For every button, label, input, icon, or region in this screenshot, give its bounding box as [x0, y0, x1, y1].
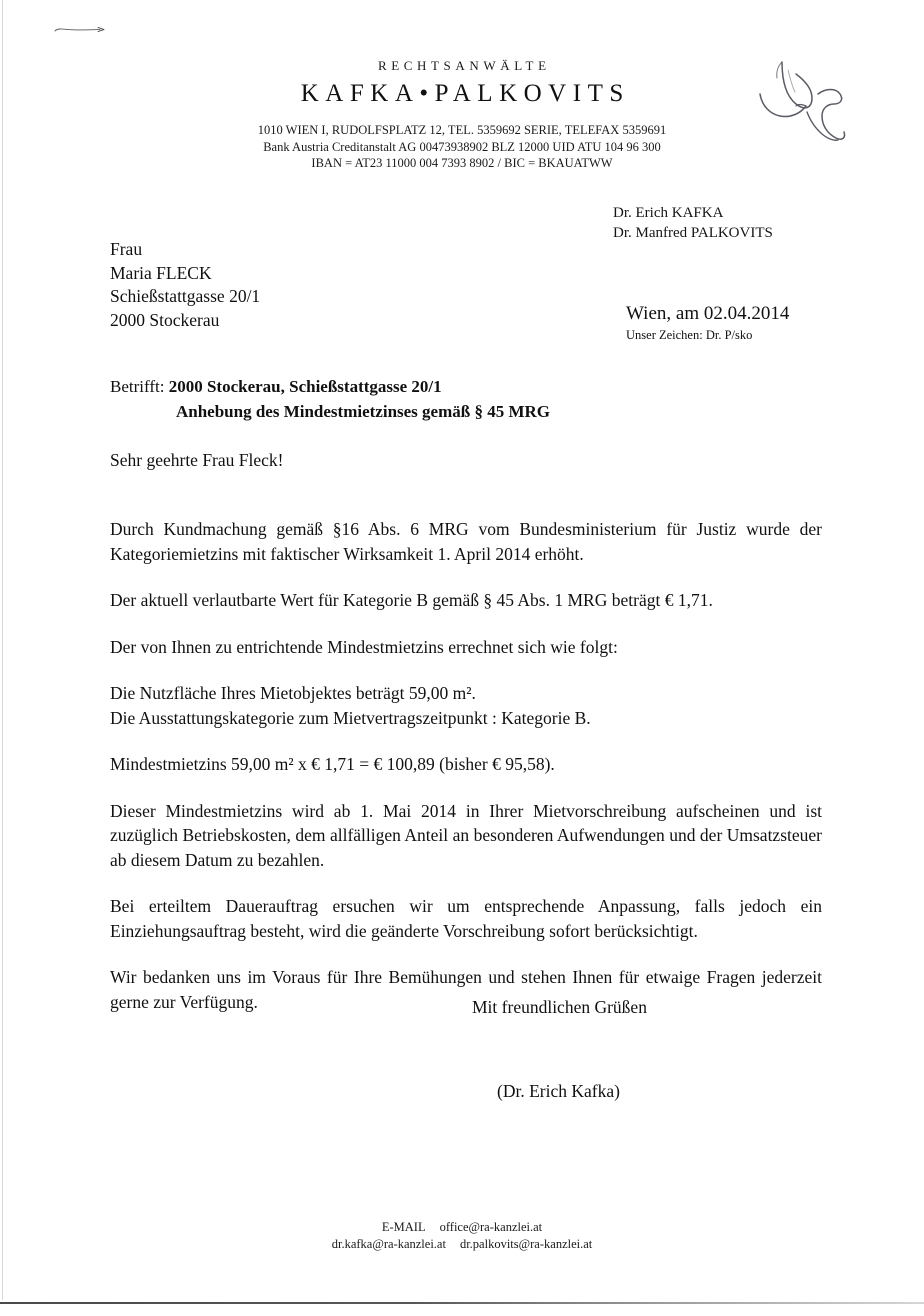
signature-name: (Dr. Erich Kafka) — [497, 1081, 620, 1101]
firm-name-separator: • — [419, 80, 435, 107]
letter-reference: Unser Zeichen: Dr. P/sko — [626, 328, 753, 342]
scan-edge-left — [2, 0, 3, 1300]
contact-bank-line: Bank Austria Creditanstalt AG 00473938902 BLZ 12000 UID ATU 104 96 300 — [263, 139, 661, 154]
body-paragraph-1: Durch Kundmachung gemäß §16 Abs. 6 MRG vom Bundesministerium für Justiz wurde der Kategoriemietzins mit faktischer Wirksamkeit 1. April 2014 erhöht. — [110, 519, 822, 564]
partner-name-palkovits: Dr. Manfred PALKOVITS — [613, 225, 773, 241]
letter-salutation: Sehr geehrte Frau Fleck! — [110, 450, 284, 470]
footer-email-office: office@ra-kanzlei.at — [439, 1220, 543, 1234]
recipient-address-block — [110, 238, 260, 332]
contact-iban-line: IBAN = AT23 11000 004 7393 8902 / BIC = BKAUATWW — [311, 156, 613, 170]
footer-email-office-row — [0, 1219, 924, 1236]
subject-line-1: 2000 Stockerau, Schießstattgasse 20/1 — [168, 377, 442, 396]
firm-name-left: KAFKA — [300, 80, 420, 107]
body-paragraph-6: Dieser Mindestmietzins wird ab 1. Mai 2014 in Ihrer Mietvorschreibung aufscheinen und ist zuzüglich Betriebskosten, dem allfälligen Anteil an besonderen Aufwendungen und der Umsatzsteuer ab diesem Datum zu bezahlen. — [110, 800, 822, 870]
body-paragraph-2: Der aktuell verlautbarte Wert für Kategorie B gemäß § 45 Abs. 1 MRG beträgt € 1,71. — [110, 590, 713, 610]
date-reference-block — [626, 303, 789, 343]
subject-label: Betrifft: — [110, 377, 165, 396]
subject-line-2: Anhebung des Mindestmietzinses gemäß § 45 MRG — [176, 402, 551, 421]
contact-address-line: 1010 WIEN I, RUDOLFSPLATZ 12, TEL. 5359692 SERIE, TELEFAX 5359691 — [257, 123, 667, 137]
letterhead-contact-block — [0, 122, 924, 172]
partners-block — [613, 203, 773, 243]
body-paragraph-3: Der von Ihnen zu entrichtende Mindestmietzins errechnet sich wie folgt: — [110, 636, 618, 657]
body-area-line: Die Nutzfläche Ihres Mietobjektes beträgt 59,00 m². — [110, 683, 476, 703]
pen-stroke-mark-icon — [54, 22, 108, 32]
firm-name-right: PALKOVITS — [434, 80, 630, 107]
letterhead-firm-name — [0, 80, 924, 108]
footer-email-block — [0, 1219, 924, 1253]
letterhead — [0, 58, 924, 108]
subject-block — [110, 374, 550, 424]
footer-email-palkovits: dr.palkovits@ra-kanzlei.at — [459, 1237, 593, 1251]
body-calculation-line: Mindestmietzins 59,00 m² x € 1,71 = € 100,89 (bisher € 95,58). — [110, 754, 555, 774]
recipient-street: Schießstattgasse 20/1 — [110, 286, 261, 306]
recipient-name: Maria FLECK — [110, 262, 212, 283]
body-paragraph-7: Bei erteiltem Dauerauftrag ersuchen wir um entsprechende Anpassung, falls jedoch ein Einziehungsauftrag besteht, wird die geänderte Vorschreibung sofort berücksichtigt. — [110, 896, 822, 941]
scan-edge-bottom — [0, 1302, 924, 1304]
letterhead-practice-type: RECHTSANWÄLTE — [377, 58, 551, 73]
partner-name-kafka: Dr. Erich KAFKA — [613, 205, 724, 221]
footer-email-partners-row — [0, 1236, 924, 1253]
recipient-city: 2000 Stockerau — [110, 309, 220, 330]
recipient-title: Frau — [110, 239, 143, 259]
letter-date: Wien, am 02.04.2014 — [626, 303, 790, 324]
body-paragraph-4 — [110, 681, 822, 730]
footer-email-kafka: dr.kafka@ra-kanzlei.at — [331, 1237, 446, 1251]
footer-email-label: E-MAIL — [381, 1220, 426, 1234]
body-category-line: Die Ausstattungskategorie zum Mietvertragszeitpunkt : Kategorie B. — [110, 707, 591, 728]
body-paragraph-8: Wir bedanken uns im Voraus für Ihre Bemühungen und stehen Ihnen für etwaige Fragen jederzeit gerne zur Verfügung. — [110, 967, 822, 1012]
letter-body — [110, 517, 822, 1036]
closing-greeting: Mit freundlichen Grüßen — [472, 997, 647, 1017]
